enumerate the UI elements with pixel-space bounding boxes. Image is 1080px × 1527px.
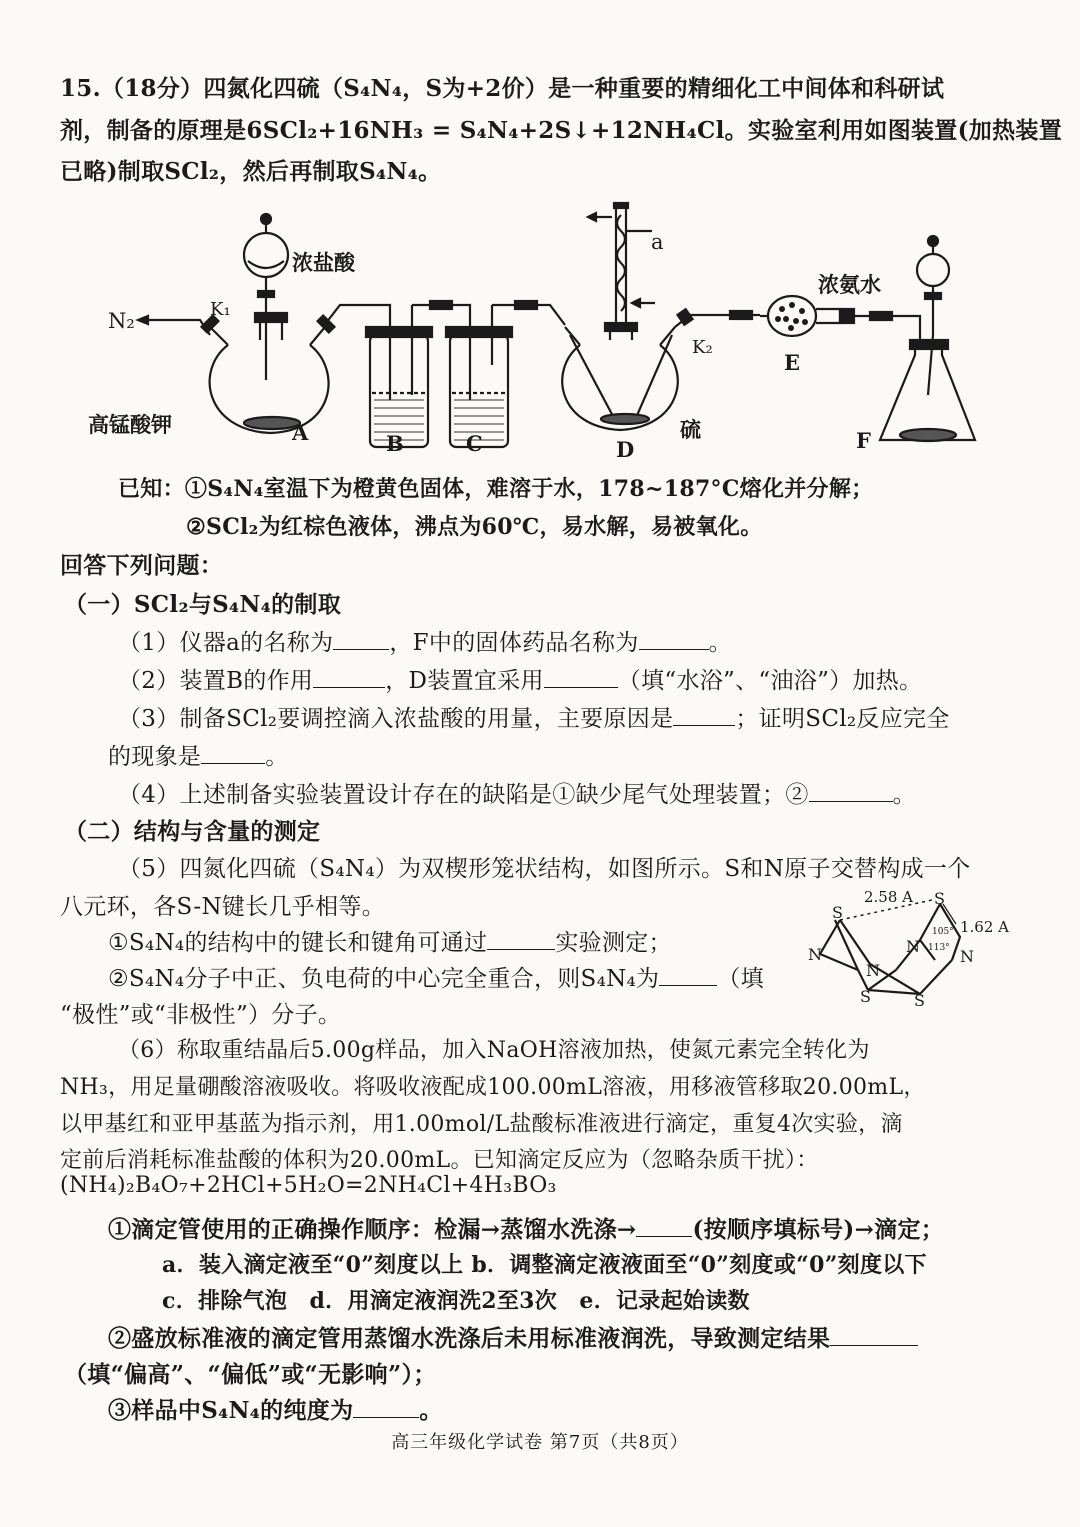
part1-title: （一）SCl₂与S₄N₄的制取 (64, 591, 342, 618)
q6-2-line1 (108, 1320, 918, 1353)
q6-3-text-a: ③样品中S₄N₄的纯度为 (108, 1397, 354, 1424)
condenser-a-label: a (651, 230, 664, 254)
q1-text-b: ，F中的固体药品名称为 (389, 630, 639, 656)
q1 (118, 624, 732, 657)
k2-label: K₂ (692, 337, 713, 358)
atom-n-4: N (960, 947, 974, 966)
titration-equation: (NH₄)₂B₄O₇+2HCl+5H₂O=2NH₄Cl+4H₃BO₃ (60, 1173, 557, 1198)
q6-options-line2: c．排除气泡 d．用滴定液润洗2至3次 e．记录起始读数 (162, 1288, 750, 1314)
q1-answer-blank-1[interactable] (333, 629, 389, 650)
q6-3-answer-blank[interactable] (353, 1397, 419, 1418)
q3-text-b: ；证明SCl₂反应完全 (735, 706, 950, 732)
q6-1-answer-blank[interactable] (636, 1216, 692, 1237)
q6-2-line2: （填“偏高”、“偏低”或“无影响”）； (64, 1361, 437, 1388)
q6-1-text-a: ①滴定管使用的正确操作顺序：检漏→蒸馏水洗涤→ (108, 1216, 637, 1243)
q1-text-a: （1）仪器a的名称为 (118, 630, 334, 656)
q3-text-a: （3）制备SCl₂要调控滴入浓盐酸的用量，主要原因是 (118, 706, 674, 732)
question-intro-line2: 剂，制备的原理是6SCl₂+16NH₃ = S₄N₄+2S↓+12NH₄Cl。实验室利用如图装置(加热装置 (60, 117, 1062, 144)
flask-D-label: D (616, 437, 635, 462)
atom-n-3: N (906, 937, 920, 956)
q6-line3: 以甲基红和亚甲基蓝为指示剂，用1.00mol/L盐酸标准液进行滴定，重复4次实验，滴 (60, 1112, 903, 1137)
question-intro-line3: 已略)制取SCl₂，然后再制取S₄N₄。 (60, 158, 442, 185)
q5-1-text-a: ①S₄N₄的结构中的键长和键角可通过 (108, 930, 488, 956)
q6-2-answer-blank[interactable] (830, 1325, 918, 1346)
atom-n-2: N (866, 961, 880, 980)
q2-text-b: ，D装置宜采用 (385, 668, 544, 694)
q5-line1: （5）四氮化四硫（S₄N₄）为双楔形笼状结构，如图所示。S和N原子交替构成一个 (118, 856, 971, 882)
q5-line2: 八元环，各S-N键长几乎相等。 (60, 894, 385, 920)
q5-2-line1 (108, 960, 764, 993)
atom-s-2: S (934, 889, 945, 908)
q1-answer-blank-2[interactable] (639, 629, 709, 650)
q6-options-line1: a．装入滴定液至“0”刻度以上 b．调整滴定液液面至“0”刻度或“0”刻度以下 (162, 1252, 927, 1278)
q2-answer-blank-1[interactable] (313, 667, 385, 688)
bond-length-sn: 1.62 A (960, 918, 1009, 936)
bond-length-ss: 2.58 A (864, 888, 913, 906)
bond-angle-1: 105° (932, 927, 954, 937)
q6-3 (108, 1392, 443, 1425)
bottle-B-label: B (386, 431, 404, 456)
q6-1 (108, 1211, 944, 1244)
q4-text-b: 。 (892, 782, 916, 808)
q6-line1: （6）称取重结晶后5.00g样品，加入NaOH溶液加热，使氮元素完全转化为 (118, 1038, 870, 1063)
bond-angle-2: 113° (928, 943, 950, 953)
q3-line1 (118, 700, 950, 733)
q5-2-text-a: ②S₄N₄分子中正、负电荷的中心完全重合，则S₄N₄为 (108, 966, 660, 992)
q2-text-a: （2）装置B的作用 (118, 668, 314, 694)
page-footer: 高三年级化学试卷 第7页（共8页） (391, 1432, 689, 1453)
sulfur-label: 硫 (680, 417, 701, 442)
atom-s-3: S (860, 987, 871, 1006)
part2-title: （二）结构与含量的测定 (64, 818, 321, 845)
question-intro-line1: 15.（18分）四氮化四硫（S₄N₄，S为+2价）是一种重要的精细化工中间体和科研试 (60, 75, 945, 102)
q5-1 (108, 924, 672, 957)
kmno4-label: 高锰酸钾 (88, 412, 172, 437)
q2-answer-blank-2[interactable] (544, 667, 618, 688)
n2-label: N₂ (108, 309, 135, 333)
known-line1: 已知：①S₄N₄室温下为橙黄色固体，难溶于水，178~187°C熔化并分解； (118, 476, 874, 502)
conc-hcl-label: 浓盐酸 (292, 250, 355, 275)
q4-text-a: （4）上述制备实验装置设计存在的缺陷是①缺少尾气处理装置；② (118, 782, 809, 808)
q3-answer-blank-1[interactable] (673, 705, 735, 726)
q3-answer-blank-2[interactable] (201, 743, 265, 764)
q5-2-answer-blank[interactable] (659, 965, 717, 986)
q3-text-c: 的现象是 (108, 744, 202, 770)
k1-label: K₁ (210, 299, 231, 320)
answer-prompt: 回答下列问题： (60, 552, 224, 579)
q6-2-text-a: ②盛放标准液的滴定管用蒸馏水洗涤后未用标准液润洗，导致测定结果 (108, 1325, 831, 1352)
tube-E-label: E (784, 350, 801, 375)
q6-line2: NH₃，用足量硼酸溶液吸收。将吸收液配成100.00mL溶液，用移液管移取20.00mL， (60, 1075, 926, 1100)
bottle-C-label: C (466, 431, 483, 456)
q1-text-c: 。 (708, 630, 732, 656)
atom-n-1: N (808, 945, 822, 964)
atom-s-4: S (914, 991, 925, 1007)
q3-text-d: 。 (265, 744, 289, 770)
apparatus-diagram (60, 195, 1020, 470)
q3-line2 (108, 738, 289, 771)
q5-1-text-b: 实验测定； (555, 930, 672, 956)
q2 (118, 662, 922, 695)
known-line2: ②SCl₂为红棕色液体，沸点为60℃，易水解，易被氧化。 (186, 514, 763, 540)
q5-2-line2: “极性”或“非极性”）分子。 (60, 1002, 342, 1028)
q5-2-text-b: （填 (717, 966, 764, 992)
atom-s-1: S (832, 903, 843, 922)
q6-1-text-b: (按顺序填标号)→滴定； (692, 1216, 945, 1243)
conc-ammonia-label: 浓氨水 (818, 272, 881, 297)
flask-A-label: A (292, 420, 309, 445)
q2-text-c: （填“水浴”、“油浴”）加热。 (617, 668, 923, 694)
flask-F-label: F (856, 428, 871, 453)
q4 (118, 776, 916, 809)
q4-answer-blank[interactable] (809, 781, 893, 802)
q6-line4: 定前后消耗标准盐酸的体积为20.00mL。已知滴定反应为（忽略杂质干扰）： (60, 1148, 819, 1173)
q6-3-text-b: 。 (419, 1397, 443, 1424)
s4n4-structure-figure (800, 882, 1030, 1007)
q5-1-answer-blank[interactable] (487, 929, 555, 950)
